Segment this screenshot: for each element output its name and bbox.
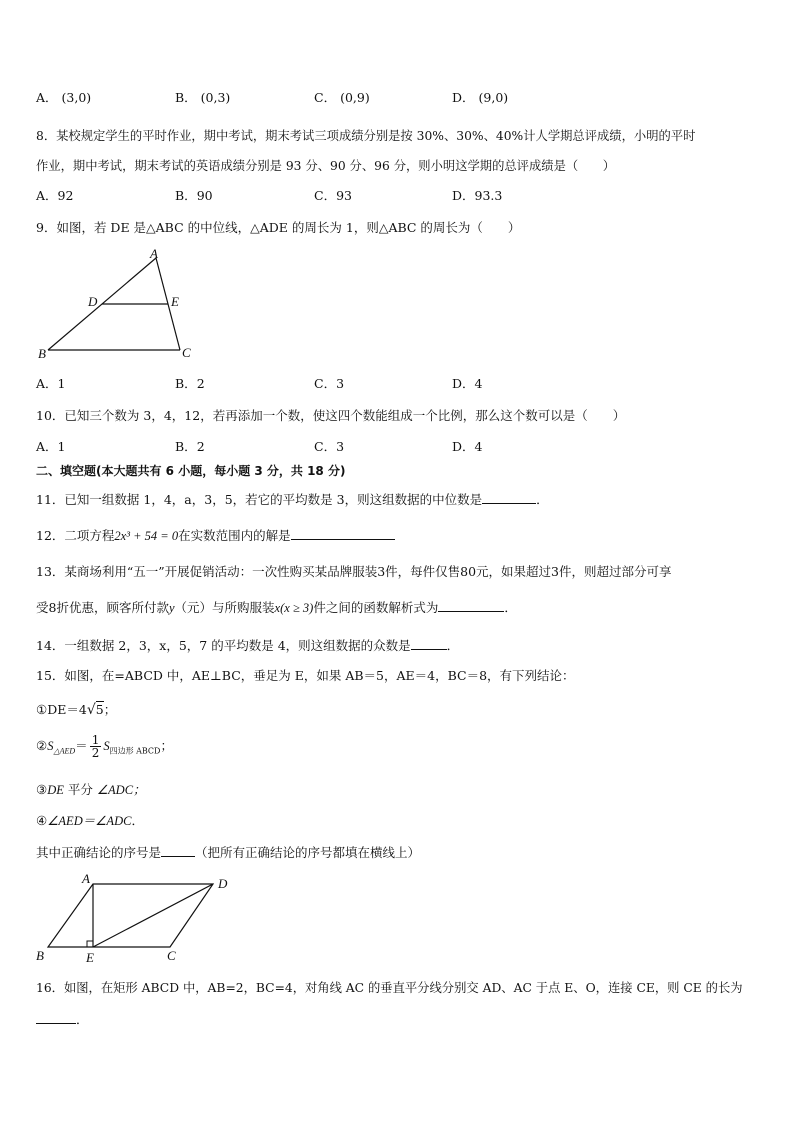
- q7-option-a: A． (3,0): [36, 90, 92, 105]
- q9-label-b: B: [38, 346, 46, 361]
- q14-question: 14．一组数据 2，3，x，5，7 的平均数是 4，则这组数据的众数是 ．: [36, 638, 460, 653]
- q10-option-c: C．3: [314, 439, 345, 454]
- q15-label-b: B: [36, 948, 44, 963]
- q10-option-a: A．1: [36, 439, 66, 454]
- q15-label-a: A: [82, 871, 90, 886]
- q7-option-b: B． (0,3): [175, 90, 231, 105]
- q8-option-c: C．93: [314, 188, 352, 203]
- q10-option-d: D．4: [452, 439, 483, 454]
- q8-option-d: D．93.3: [452, 188, 503, 203]
- q13-line1: 13．某商场利用“五一”开展促销活动：一次性购买某品牌服装3件，每件仅售80元，如果超过3件，则超过部分可享: [36, 564, 672, 579]
- q16-question: 16．如图，在矩形 ABCD 中，AB=2，BC=4，对角线 AC 的垂直平分线分别交 AD、AC 于点 E、O，连接 CE，则 CE 的长为: [36, 981, 743, 995]
- q13-line2: 受8折优惠，顾客所付款y（元）与所购服装x(x ≥ 3)件之间的函数解析式为 ．: [36, 600, 517, 615]
- q16-answer-blank[interactable]: [36, 1011, 76, 1024]
- q9-option-d: D．4: [452, 376, 483, 391]
- q10-question: 10．已知三个数为 3，4，12，若再添加一个数，使这四个数能组成一个比例，那么这个数可以是（ ）: [36, 408, 626, 423]
- q12-question: 12．二项方程2x³ + 54 = 0在实数范围内的解是: [36, 526, 395, 544]
- q15-question: 15．如图，在=ABCD 中，AE⊥BC，垂足为 E，如果 AB＝5，AE＝4，BC＝8，有下列结论：: [36, 668, 575, 683]
- q9-option-a: A．1: [36, 376, 66, 391]
- q11-question: 11．已知一组数据 1，4，a，3，5，若它的平均数是 3，则这组数据的中位数是 ．: [36, 492, 549, 507]
- q15-conclusion-2: $②S_{\triangle AED}=$ $\frac{1}{2}$ $S_{四边形 ABCD}$；: [36, 733, 173, 760]
- q15-segment-de: [93, 884, 213, 947]
- q9-label-e: E: [171, 294, 179, 309]
- q8-line1: 8．某校规定学生的平时作业，期中考试，期末考试三项成绩分别是按 30%、30%、40%计人学期总评成绩，小明的平时: [36, 129, 696, 143]
- section-fill-in-heading: 二、填空题(本大题共有 6 小题，每小题 3 分，共 18 分): [36, 464, 346, 478]
- q12-equation: 2x³ + 54 = 0: [114, 529, 179, 543]
- q15-label-d: D: [218, 876, 228, 891]
- q8-option-a: A．92: [36, 188, 74, 203]
- q9-label-d: D: [88, 294, 98, 309]
- q10-option-b: B．2: [175, 439, 205, 454]
- q15-label-c: C: [167, 948, 176, 963]
- q15-conclusion-3: ③DE 平分 ∠ADC；: [36, 782, 146, 797]
- q9-question: 9．如图，若 DE 是△ABC 的中位线，△ADE 的周长为 1，则△ABC 的周长为（ ）: [36, 220, 521, 235]
- q15-parallelogram-abcd: [48, 884, 213, 947]
- q8-line2: 作业，期中考试，期末考试的英语成绩分别是 93 分、90 分、96 分，则小明这学期的总评成绩是（ ）: [36, 159, 616, 173]
- q15-answer-line: 其中正确结论的序号是 （把所有正确结论的序号都填在横线上）: [36, 845, 421, 860]
- q8-option-b: B．90: [175, 188, 213, 203]
- q7-option-c: C． (0,9): [314, 90, 370, 105]
- q7-option-d: D． (9,0): [452, 90, 509, 105]
- q9-label-a: A: [150, 246, 158, 261]
- q9-option-b: B．2: [175, 376, 205, 391]
- q16-answer-line: ．: [36, 1010, 89, 1028]
- q15-label-e: E: [86, 950, 94, 965]
- q9-option-c: C．3: [314, 376, 345, 391]
- q15-conclusion-4: ④∠AED＝∠ADC．: [36, 813, 144, 828]
- q15-conclusion-1: ①DE＝4√5；: [36, 702, 117, 718]
- q15-right-angle-mark: [87, 941, 93, 947]
- q9-label-c: C: [182, 345, 191, 360]
